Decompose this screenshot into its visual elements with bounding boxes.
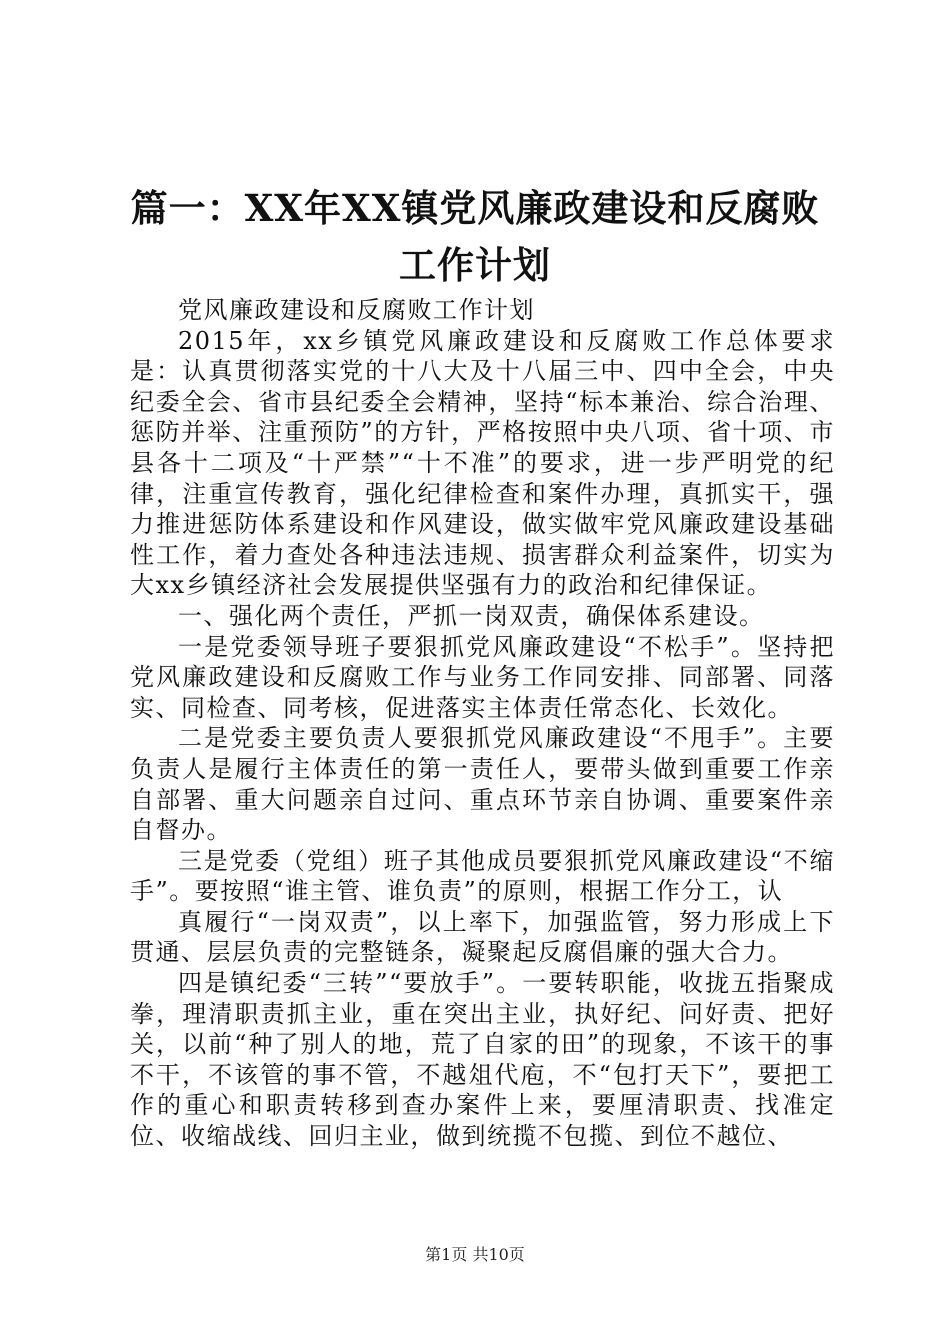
paragraph-item-three: 三是党委（党组）班子其他成员要狠抓党风廉政建设“不缩手”。要按照“谁主管、谁负责”的原则，根据工作分工，认 [130,846,835,906]
paragraph-overview: 2015年，xx乡镇党风廉政建设和反腐败工作总体要求是：认真贯彻落实党的十八大及十八届三中、四中全会，中央纪委全会、省市县纪委全会精神，坚持“标本兼治、综合治理、惩防并举、注重预防”的方针，严格按照中央八项、省十项、市县各十二项及“十严禁”“十不准”的要求，进一步严明党的纪律，注重宣传教育，强化纪律检查和案件办理，真抓实干，强力推进惩防体系建设和作风建设，做实做牢党风廉政建设基础性工作，着力查处各种违法违规、损害群众利益案件，切实为大xx乡镇经济社会发展提供坚强有力的政治和纪律保证。 [130,326,835,600]
paragraph-item-one: 一是党委领导班子要狠抓党风廉政建设“不松手”。坚持把党风廉政建设和反腐败工作与业务工作同安排、同部署、同落实、同检查、同考核，促进落实主体责任常态化、长效化。 [130,632,835,722]
document-body [130,295,835,1152]
paragraph-item-three-cont: 真履行“一岗双责”，以上率下，加强监管，努力形成上下贯通、层层负责的完整链条，凝聚起反腐倡廉的强大合力。 [130,907,835,967]
paragraph-item-four: 四是镇纪委“三转”“要放手”。一要转职能，收拢五指聚成拳，理清职责抓主业，重在突出主业，执好纪、问好责、把好关，以前“种了别人的地，荒了自家的田”的现象，不该干的事不干，不该管的事不管，不越俎代庖，不“包打天下”，要把工作的重心和职责转移到查办案件上来，要厘清职责、找准定位、收缩战线、回归主业，做到统揽不包揽、到位不越位、 [130,969,835,1151]
page-footer: 第1页 共10页 [425,1245,525,1264]
paragraph-section-heading: 一、强化两个责任，严抓一岗双责，确保体系建设。 [178,601,765,630]
document-title: 篇一：XX年XX镇党风廉政建设和反腐败工作计划 [130,186,820,287]
paragraph-subtitle: 党风廉政建设和反腐败工作计划 [178,296,535,324]
paragraph-item-two: 二是党委主要负责人要狠抓党风廉政建设“不甩手”。主要负责人是履行主体责任的第一责任人，要带头做到重要工作亲自部署、重大问题亲自过问、重点环节亲自协调、重要案件亲自督办。 [130,724,835,845]
